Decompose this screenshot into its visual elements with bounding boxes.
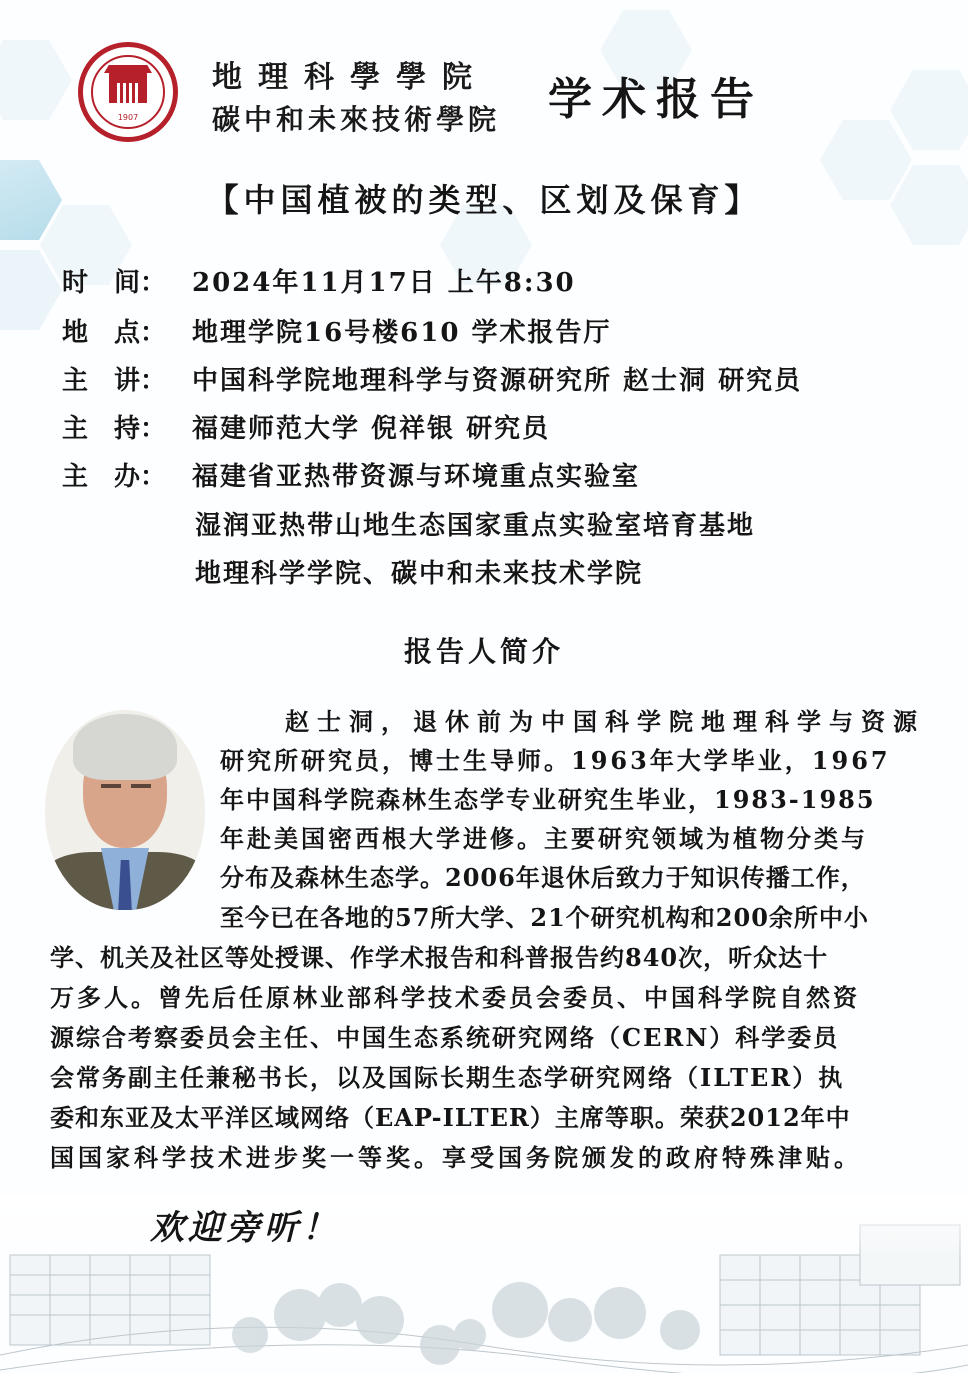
photo-hair: [73, 714, 177, 780]
bio-line: 学、机关及社区等处授课、作学术报告和科普报告约840次，听众达十: [50, 943, 829, 972]
decorative-hexagon: [890, 70, 968, 150]
photo-brow: [131, 784, 151, 788]
lecture-topic: 【中国植被的类型、区划及保育】: [206, 181, 762, 219]
time-label: 时 间：: [62, 268, 167, 298]
bio-line: 委和东亚及太平洋区域网络（EAP-ILTER）主席等职。荣获2012年中: [50, 1103, 851, 1132]
bio-line: 年赴美国密西根大学进修。主要研究领域为植物分类与: [220, 824, 868, 853]
place-label: 地 点：: [62, 318, 167, 348]
speaker-row: [62, 360, 802, 397]
poster-title: 学术报告: [548, 74, 764, 125]
decorative-hexagon: [0, 40, 72, 120]
school-name-geography: 地理科學學院: [212, 60, 488, 95]
logo-building-icon: [109, 73, 147, 103]
bio-line: 分布及森林生态学。2006年退休后致力于知识传播工作，: [220, 863, 866, 892]
welcome-message: 欢迎旁听！: [150, 1208, 340, 1248]
university-logo: [78, 42, 178, 142]
time-value: 2024年11月17日 上午8:30: [192, 268, 576, 298]
organizer-value-2: 湿润亚热带山地生态国家重点实验室培育基地: [195, 511, 756, 541]
bio-line: 至今已在各地的57所大学、21个研究机构和200余所中小: [220, 903, 869, 932]
photo-brow: [101, 784, 121, 788]
bio-line: 年中国科学院森林生态学专业研究生毕业，1983-1985: [220, 785, 876, 814]
organizer-label: 主 办：: [62, 462, 167, 492]
host-value: 福建师范大学 倪祥银 研究员: [192, 414, 551, 444]
speaker-photo: [45, 710, 205, 910]
bio-line: 国国家科学技术进步奖一等奖。享受国务院颁发的政府特殊津贴。: [50, 1143, 862, 1172]
speaker-label: 主 讲：: [62, 366, 167, 396]
logo-year: 1907: [117, 113, 139, 122]
place-row: [62, 312, 612, 349]
organizer-value-3: 地理科学学院、碳中和未来技术学院: [195, 559, 644, 589]
time-row: [62, 262, 576, 299]
bio-line: 源综合考察委员会主任、中国生态系统研究网络（CERN）科学委员: [50, 1023, 840, 1052]
organizer-value-1: 福建省亚热带资源与环境重点实验室: [192, 462, 641, 492]
host-label: 主 持：: [62, 414, 167, 444]
bio-line: 研究所研究员，博士生导师。1963年大学毕业，1967: [220, 746, 891, 775]
school-name-carbon-neutral: 碳中和未來技術學院: [212, 103, 501, 136]
speaker-value: 中国科学院地理科学与资源研究所 赵士洞 研究员: [192, 366, 803, 396]
bio-line: 万多人。曾先后任原林业部科学技术委员会委员、中国科学院自然资: [50, 983, 860, 1012]
bio-heading: 报告人简介: [403, 635, 564, 668]
place-value: 地理学院16号楼610 学术报告厅: [192, 318, 612, 348]
host-row: [62, 408, 550, 445]
bio-line: 赵士洞，退休前为中国科学院地理科学与资源: [285, 707, 925, 736]
organizer-row: [62, 456, 640, 493]
campus-sketch: [0, 1195, 968, 1373]
bio-line: 会常务副主任兼秘书长，以及国际长期生态学研究网络（ILTER）执: [50, 1063, 845, 1092]
